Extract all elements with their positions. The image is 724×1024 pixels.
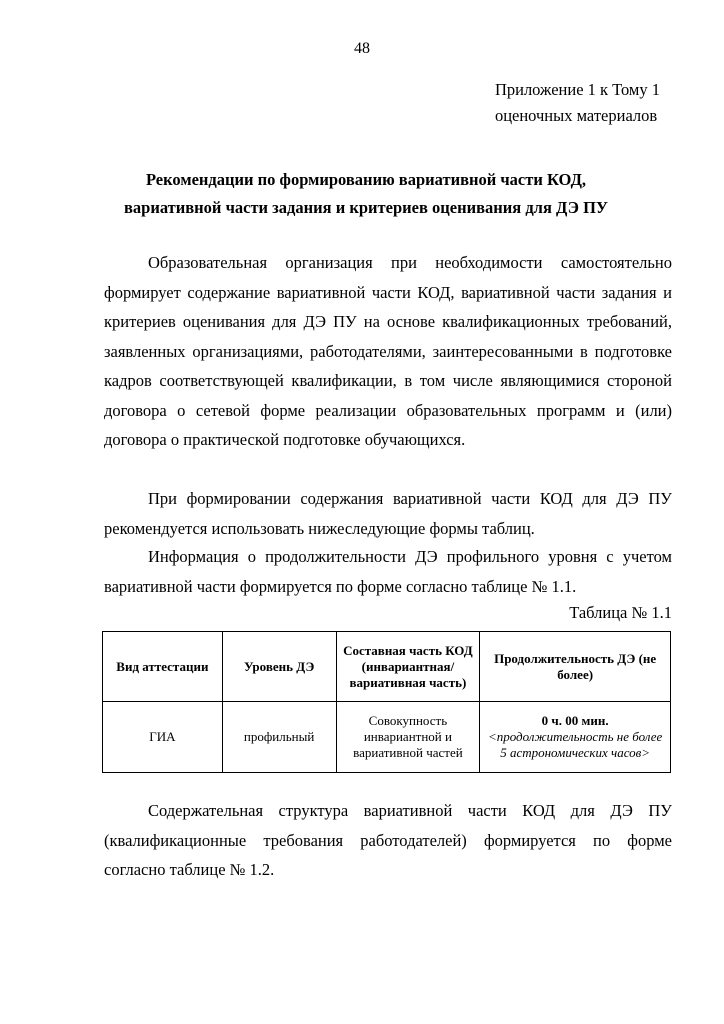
appendix-note: [495, 77, 660, 129]
document-title: [60, 166, 672, 222]
duration-value: 0 ч. 00 мин.: [541, 713, 609, 728]
paragraph-1: [104, 248, 672, 455]
header-attestation-type: Вид аттестации: [103, 632, 223, 702]
paragraph-4-text: Содержательная структура вариативной части КОД для ДЭ ПУ (квалификационные требования работодателей) формируется по форме согласно таблице № 1.2.: [104, 801, 672, 879]
header-kod-part: Составная часть КОД (инвариантная/ вариативная часть): [336, 632, 480, 702]
header-duration: Продолжительность ДЭ (не более): [480, 632, 671, 702]
duration-note: <продолжительность не более 5 астрономических часов>: [487, 729, 663, 760]
paragraph-1-text: Образовательная организация при необходимости самостоятельно формирует содержание вариативной части КОД, вариативной части задания и критериев оценивания для ДЭ ПУ на основе квалификационных требований, заявленных организациями, работодателями, заинтересованными в подготовке кадров соответствующей квалификации, в том числе являющимися стороной договора о сетевой форме реализации образовательных программ и (или) договора о практической подготовке обучающихся.: [104, 253, 672, 449]
table-header-row: [103, 632, 671, 702]
cell-kod-part: Совокупность инвариантной и вариативной частей: [336, 702, 480, 773]
appendix-line-2: оценочных материалов: [494, 106, 658, 125]
title-line-1: Рекомендации по формированию вариативной части КОД,: [145, 170, 587, 189]
table-caption: Таблица № 1.1: [569, 603, 672, 622]
paragraph-2: [104, 484, 672, 543]
appendix-line-1: Приложение 1 к Тому 1: [494, 80, 660, 99]
cell-duration: [480, 702, 671, 773]
paragraph-3: [104, 542, 672, 601]
page-number: 48: [354, 40, 370, 57]
duration-table: [102, 631, 671, 773]
paragraph-4: [104, 796, 672, 885]
paragraph-3-text: Информация о продолжительности ДЭ профильного уровня с учетом вариативной части формируется по форме согласно таблице № 1.1.: [104, 547, 672, 596]
cell-attestation-type: ГИА: [103, 702, 223, 773]
header-exam-level: Уровень ДЭ: [222, 632, 336, 702]
cell-exam-level: профильный: [222, 702, 336, 773]
title-line-2: вариативной части задания и критериев оценивания для ДЭ ПУ: [123, 198, 609, 217]
paragraph-2-text: При формировании содержания вариативной части КОД для ДЭ ПУ рекомендуется использовать нижеследующие формы таблиц.: [104, 489, 672, 538]
table-row: [103, 702, 671, 773]
